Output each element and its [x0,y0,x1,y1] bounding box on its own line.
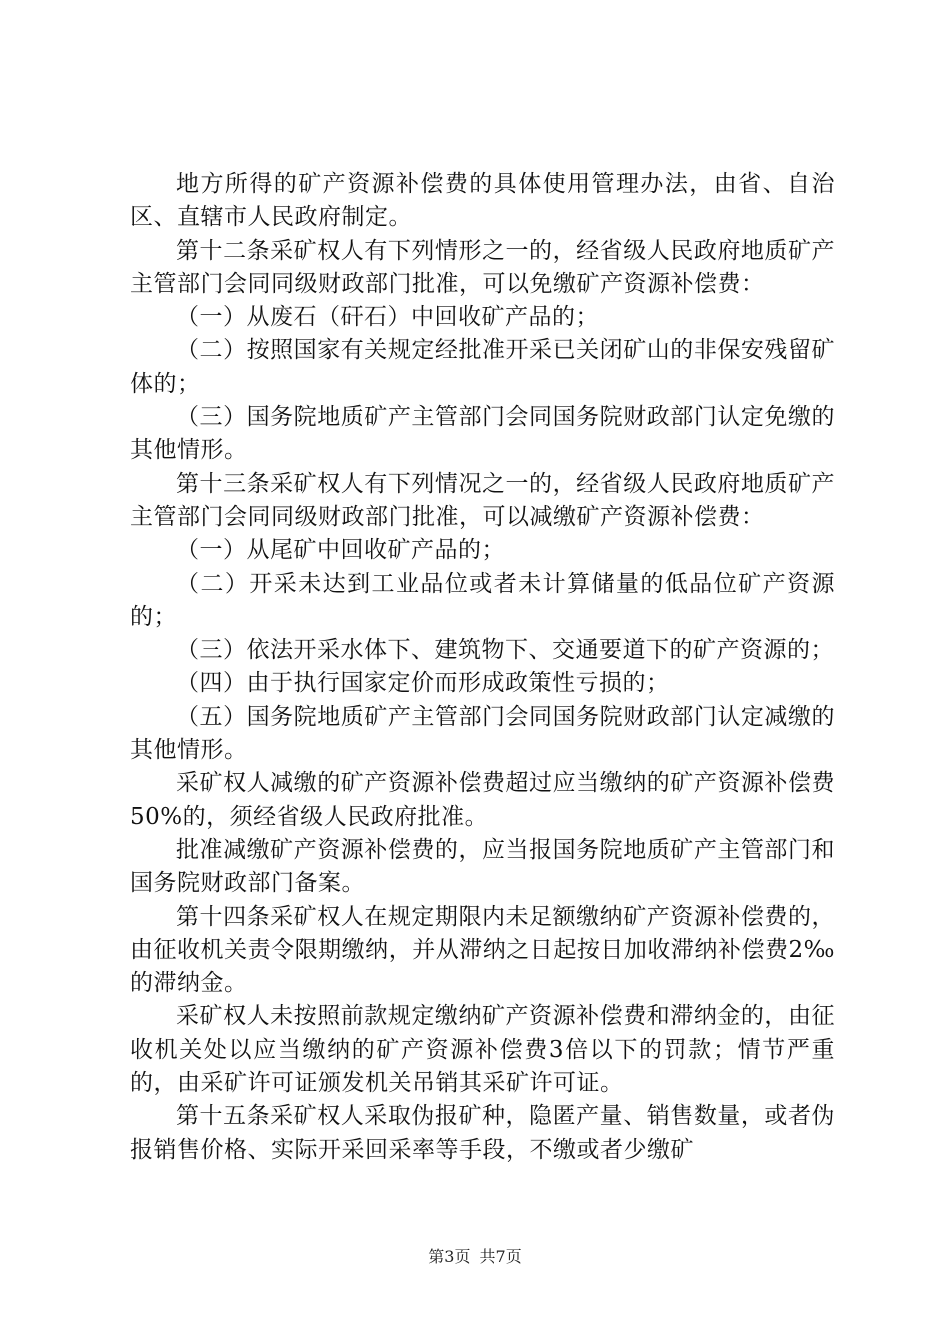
paragraph: 采矿权人减缴的矿产资源补偿费超过应当缴纳的矿产资源补偿费50%的，须经省级人民政府批准。 [130,770,835,830]
paragraph: （三）依法开采水体下、建筑物下、交通要道下的矿产资源的； [176,637,834,664]
paragraph: 地方所得的矿产资源补偿费的具体使用管理办法，由省、自治区、直辖市人民政府制定。 [130,171,835,231]
paragraph: （二）按照国家有关规定经批准开采已关闭矿山的非保安残留矿体的； [130,337,835,397]
paragraph: （一）从废石（矸石）中回收矿产品的； [176,304,599,331]
paragraph: 第十二条采矿权人有下列情形之一的，经省级人民政府地质矿产主管部门会同同级财政部门批准，可以免缴矿产资源补偿费： [130,237,835,297]
page-total: 共7页 [479,1247,522,1266]
page-number: 第3页 [428,1247,471,1266]
paragraph: 采矿权人未按照前款规定缴纳矿产资源补偿费和滞纳金的，由征收机关处以应当缴纳的矿产资源补偿费3倍以下的罚款；情节严重的，由采矿许可证颁发机关吊销其采矿许可证。 [130,1003,835,1097]
paragraph: 第十四条采矿权人在规定期限内未足额缴纳矿产资源补偿费的，由征收机关责令限期缴纳，并从滞纳之日起按日加收滞纳补偿费2‰的滞纳金。 [130,903,835,997]
paragraph: （五）国务院地质矿产主管部门会同国务院财政部门认定减缴的其他情形。 [130,703,835,764]
page-footer [0,1244,950,1267]
paragraph: （四）由于执行国家定价而形成政策性亏损的； [176,670,670,697]
document-body [130,168,835,1167]
paragraph: （三）国务院地质矿产主管部门会同国务院财政部门认定免缴的其他情形。 [130,404,835,464]
paragraph: （二）开采未达到工业品位或者未计算储量的低品位矿产资源的； [130,570,835,630]
paragraph: 批准减缴矿产资源补偿费的，应当报国务院地质矿产主管部门和国务院财政部门备案。 [130,836,835,897]
paragraph: 第十三条采矿权人有下列情况之一的，经省级人民政府地质矿产主管部门会同同级财政部门批准，可以减缴矿产资源补偿费： [130,470,835,530]
paragraph: 第十五条采矿权人采取伪报矿种，隐匿产量、销售数量，或者伪报销售价格、实际开采回采率等手段，不缴或者少缴矿 [130,1103,835,1163]
paragraph: （一）从尾矿中回收矿产品的； [176,537,505,564]
